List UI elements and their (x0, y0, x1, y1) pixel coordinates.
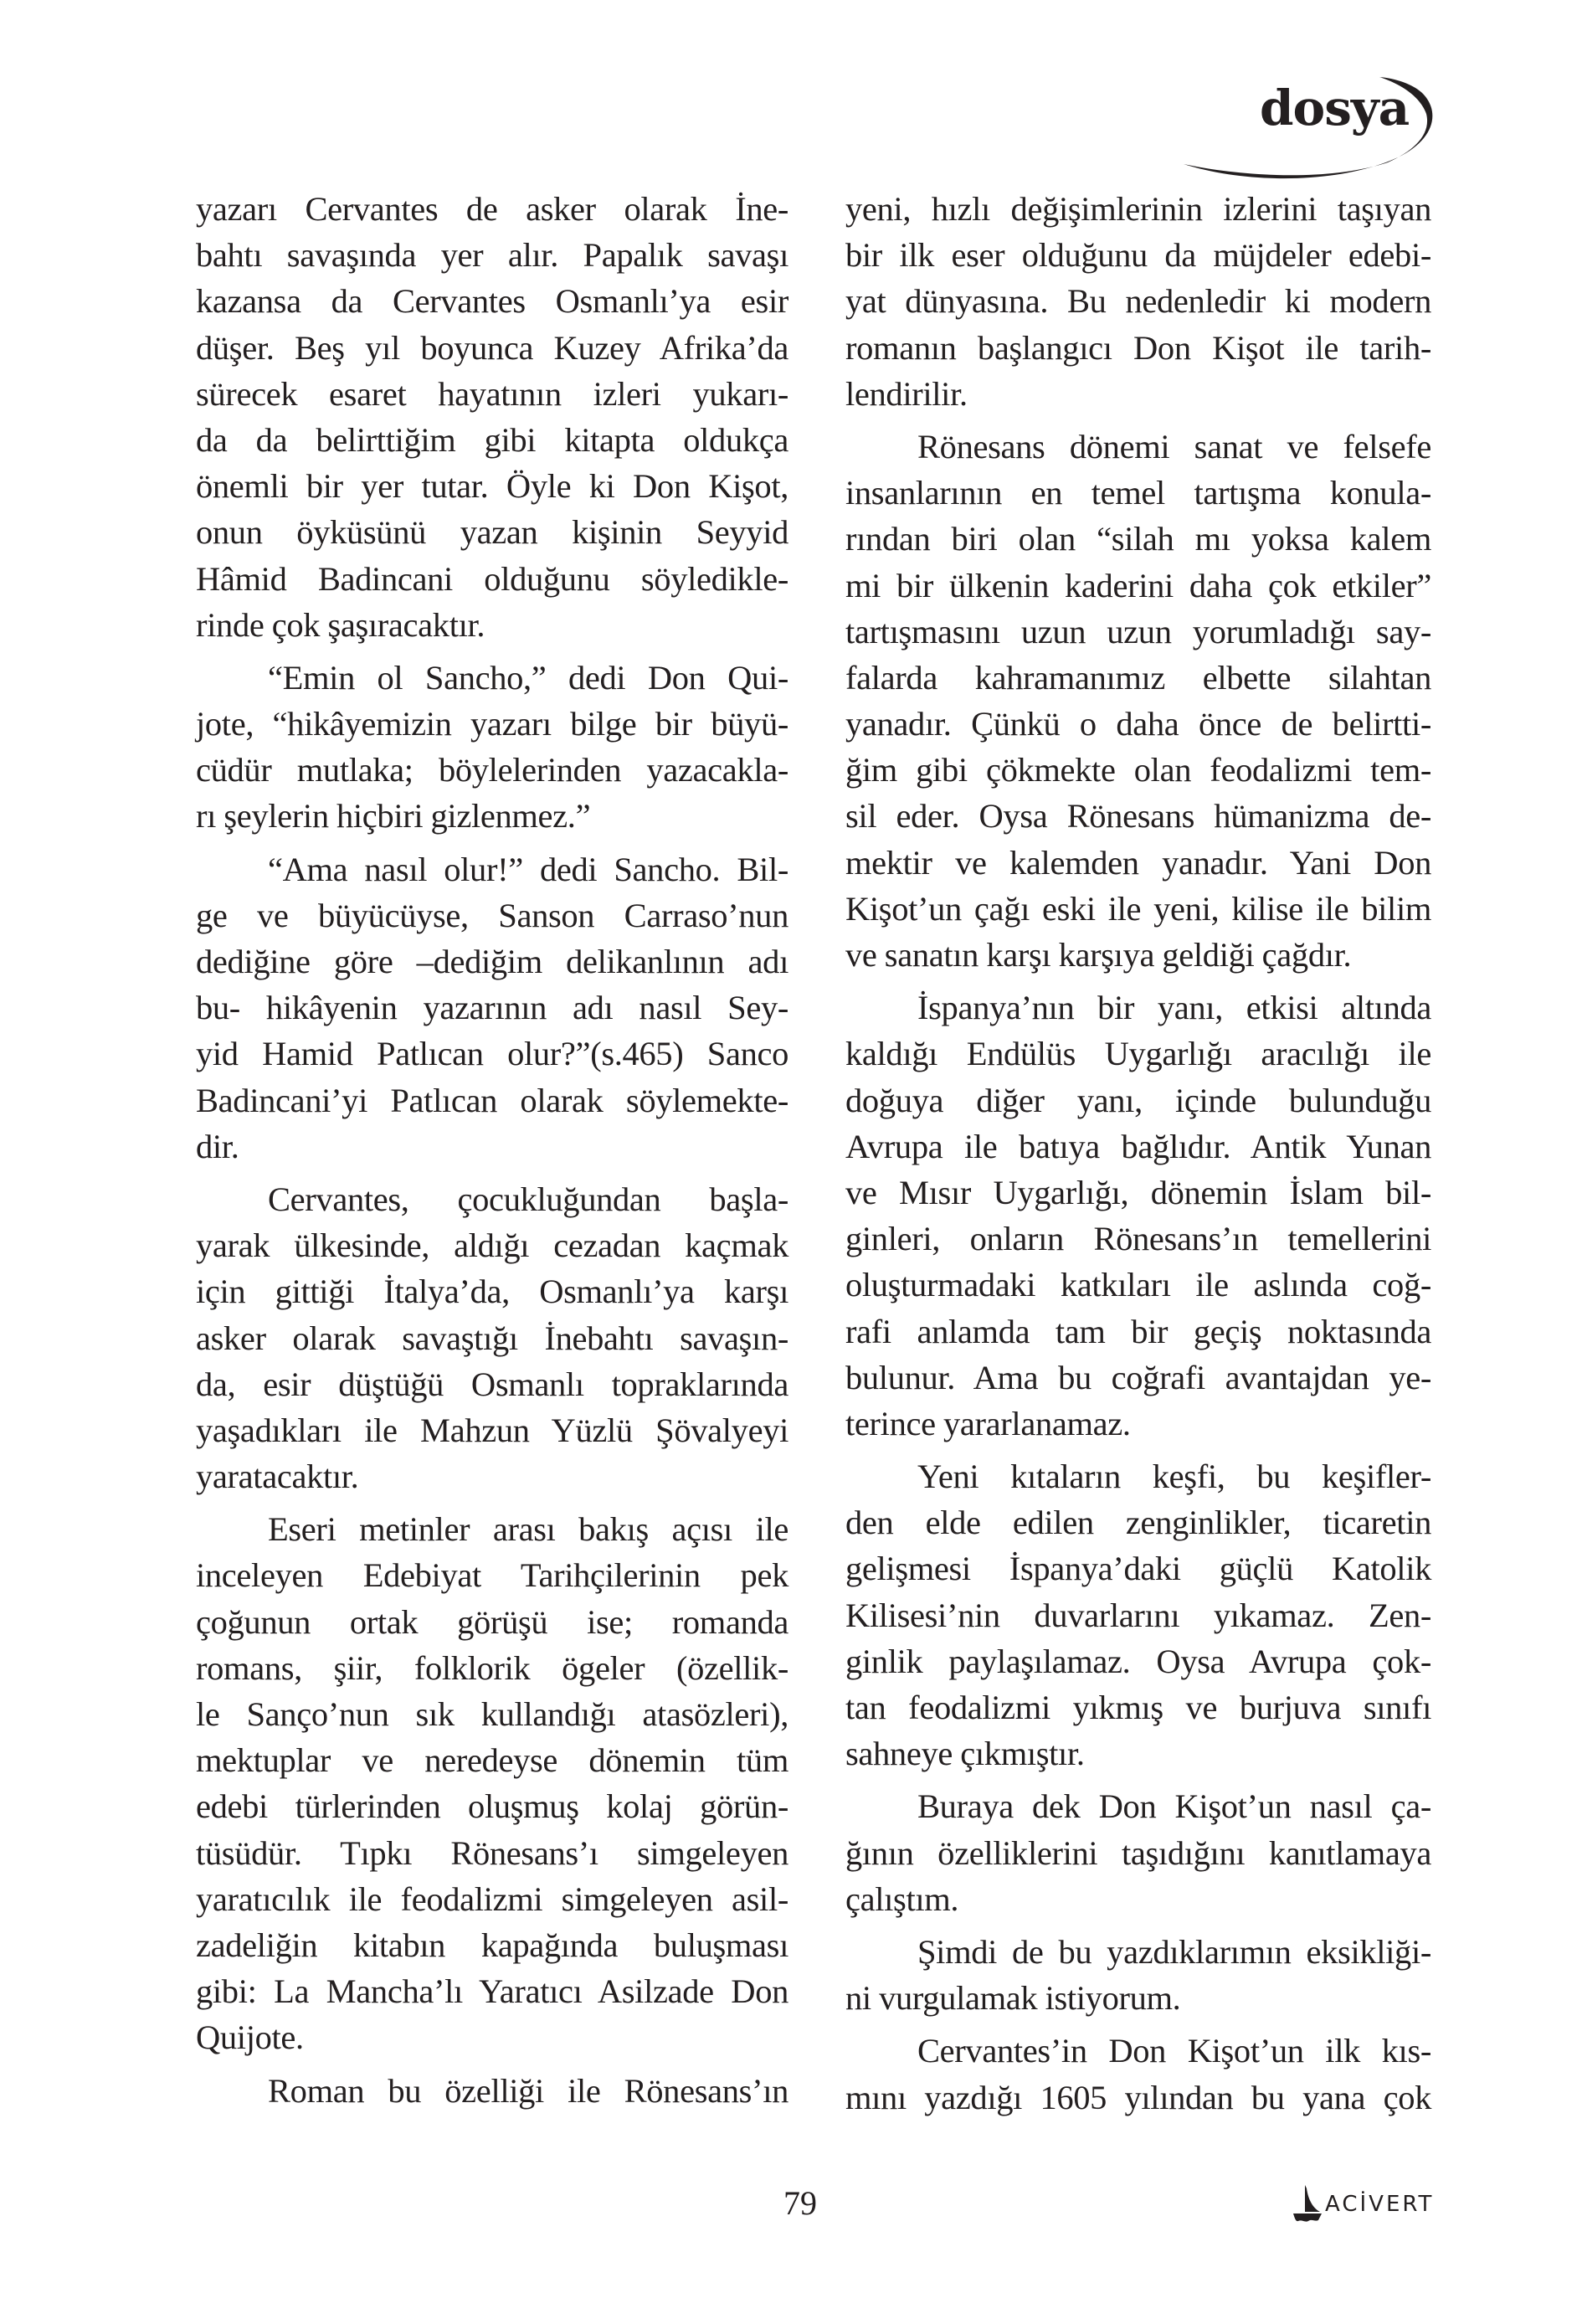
text-line: jote, “hikâyemizin yazarı bilge bir büyü- (196, 705, 788, 743)
paragraph (845, 186, 1431, 417)
text-line: Şimdi de bu yazdıklarımın eksikliği- (917, 1932, 1431, 1971)
text-line: sil eder. Oysa Rönesans hümanizma de- (845, 797, 1431, 836)
text-line: kazansa da Cervantes Osmanlı’ya esir (196, 282, 788, 321)
text-line: tüsüdür. Tıpkı Rönesans’ı simgeleyen (196, 1833, 788, 1872)
text-line: insanlarının en temel tartışma konula- (845, 474, 1431, 512)
text-line: yanadır. Çünkü o daha önce de belirtti- (845, 705, 1431, 743)
text-line: le Sanço’nun sık kullandığı atasözleri), (196, 1695, 788, 1733)
text-line: bir ilk eser olduğunu da müjdeler edebi- (845, 236, 1431, 275)
text-line: Buraya dek Don Kişot’un nasıl ça- (917, 1787, 1431, 1826)
text-line: ni vurgulamak istiyorum. (845, 1979, 1181, 2018)
section-header-logo (1172, 67, 1448, 193)
text-line: Cervantes, çocukluğundan başla- (268, 1180, 788, 1218)
section-label: dosya (1260, 80, 1410, 136)
page-number: 79 (783, 2184, 817, 2222)
text-line: mi bir ülkenin kaderini daha çok etkiler” (845, 566, 1431, 604)
text-line: Quijote. (196, 2018, 304, 2057)
text-line: dediğine göre –dediğim delikanlının adı (196, 943, 788, 980)
text-line: Kişot’un çağı eski ile yeni, kilise ile bilim (845, 889, 1431, 928)
text-line: çoğunun ortak görüşü ise; romanda (196, 1602, 788, 1641)
paragraph (845, 424, 1431, 978)
text-line: edebi türlerinden oluşmuş kolaj görün- (196, 1787, 788, 1826)
text-line: dir. (196, 1127, 239, 1165)
text-line: yid Hamid Patlıcan olur?”(s.465) Sanco (196, 1035, 788, 1073)
text-line: yeni, hızlı değişimlerinin izlerini taşıyan (845, 190, 1431, 228)
text-line: düşer. Beş yıl boyunca Kuzey Afrika’da (196, 328, 788, 367)
text-line: gelişmesi İspanya’daki güçlü Katolik (845, 1550, 1431, 1588)
text-line: romanın başlangıcı Don Kişot ile tarih- (845, 328, 1431, 367)
text-line: onun öyküsünü yazan kişinin Seyyid (196, 513, 788, 552)
text-line: den elde edilen zenginlikler, ticaretin (845, 1504, 1431, 1542)
text-line: yat dünyasına. Bu nedenledir ki modern (845, 282, 1431, 321)
text-line: yaşadıkları ile Mahzun Yüzlü Şövalyeyi (196, 1411, 788, 1449)
text-line: çalıştım. (845, 1879, 959, 1918)
text-line: falarda kahramanımız elbette silahtan (845, 658, 1431, 697)
paragraph (196, 655, 788, 840)
paragraph (845, 1783, 1431, 1922)
text-line: yaratıcılık ile feodalizmi simgeleyen asil- (196, 1879, 788, 1918)
text-line: da da belirttiğim gibi kitapta oldukça (196, 420, 788, 459)
text-line: “Emin ol Sancho,” dedi Don Qui- (268, 658, 788, 697)
publisher-name: ACİVERT (1325, 2192, 1435, 2217)
text-line: lendirilir. (845, 374, 968, 413)
paragraph (845, 1929, 1431, 2021)
text-line: yaratacaktır. (196, 1458, 359, 1496)
text-line: gibi: La Mancha’lı Yaratıcı Asilzade Don (196, 1972, 788, 2011)
text-line: ginleri, onların Rönesans’ın temellerini (845, 1220, 1431, 1258)
text-line: ve Mısır Uygarlığı, dönemin İslam bil- (845, 1173, 1431, 1211)
text-line: Rönesans dönemi sanat ve felsefe (917, 427, 1431, 465)
sailboat-icon (1293, 2185, 1323, 2224)
publisher-logo (1293, 2185, 1452, 2227)
text-line: sahneye çıkmıştır. (845, 1735, 1085, 1773)
text-line: Roman bu özelliği ile Rönesans’ın (268, 2071, 788, 2110)
text-line: yarak ülkesinde, aldığı cezadan kaçmak (196, 1226, 788, 1265)
text-line: ge ve büyücüyse, Sanson Carraso’nun (196, 896, 788, 934)
text-line: zadeliğin kitabın kapağında buluşması (196, 1926, 788, 1964)
text-line: mını yazdığı 1605 yılından bu yana çok (845, 2078, 1431, 2116)
text-line: mektuplar ve neredeyse dönemin tüm (196, 1741, 788, 1780)
text-line: rinde çok şaşıracaktır. (196, 605, 485, 644)
text-line: inceleyen Edebiyat Tarihçilerinin pek (196, 1556, 788, 1595)
paragraph (845, 1453, 1431, 1776)
text-line: için gittiği İtalya’da, Osmanlı’ya karşı (196, 1273, 788, 1311)
text-line: bulunur. Ama bu coğrafi avantajdan ye- (845, 1358, 1431, 1396)
text-line: Hâmid Badincani olduğunu söyledikle- (196, 559, 788, 598)
left-column (196, 186, 788, 2121)
paragraph (196, 846, 788, 1170)
text-line: önemli bir yer tutar. Öyle ki Don Kişot, (196, 467, 788, 506)
text-line: rı şeylerin hiçbiri gizlenmez.” (196, 797, 591, 836)
text-line: terince yararlanamaz. (845, 1404, 1131, 1442)
text-line: rından biri olan “silah mı yoksa kalem (845, 520, 1431, 558)
text-line: yazarı Cervantes de asker olarak İne- (196, 190, 788, 228)
paragraph (196, 1176, 788, 1499)
text-line: İspanya’nın bir yanı, etkisi altında (917, 989, 1431, 1027)
text-line: tan feodalizmi yıkmış ve burjuva sınıfı (845, 1689, 1431, 1726)
text-line: tartışmasını uzun uzun yorumladığı say- (845, 612, 1431, 650)
paragraph (845, 2028, 1431, 2120)
text-line: bu- hikâyenin yazarının adı nasıl Sey- (196, 989, 788, 1027)
text-line: kaldığı Endülüs Uygarlığı aracılığı ile (845, 1035, 1431, 1073)
paragraph (196, 2068, 788, 2114)
text-line: sürecek esaret hayatının izleri yukarı- (196, 374, 788, 413)
text-line: ve sanatın karşı karşıya geldiği çağdır. (845, 936, 1352, 974)
text-line: rafi anlamda tam bir geçiş noktasında (845, 1312, 1431, 1350)
text-line: ginlik paylaşılamaz. Oysa Avrupa çok- (845, 1642, 1431, 1680)
text-line: Badincani’yi Patlıcan olarak söylemekte- (196, 1081, 788, 1119)
text-line: bahtı savaşında yer alır. Papalık savaşı (196, 236, 788, 275)
text-line: asker olarak savaştığı İnebahtı savaşın- (196, 1319, 788, 1357)
text-line: Avrupa ile batıya bağlıdır. Antik Yunan (845, 1127, 1431, 1165)
text-line: Yeni kıtaların keşfi, bu keşifler- (917, 1458, 1431, 1496)
text-line: da, esir düştüğü Osmanlı topraklarında (196, 1365, 788, 1403)
text-line: cüdür mutlaka; böylelerinden yazacakla- (196, 751, 788, 789)
text-line: Kilisesi’nin duvarlarını yıkamaz. Zen- (845, 1596, 1431, 1634)
right-column (845, 186, 1431, 2127)
text-line: “Ama nasıl olur!” dedi Sancho. Bil- (268, 850, 788, 888)
paragraph (845, 985, 1431, 1447)
text-line: doğuya diğer yanı, içinde bulunduğu (845, 1081, 1431, 1119)
paragraph (196, 186, 788, 648)
text-line: ğının özelliklerini taşıdığını kanıtlamaya (845, 1833, 1431, 1872)
text-line: ğim gibi çökmekte olan feodalizmi tem- (845, 751, 1431, 789)
text-line: romans, şiir, folklorik ögeler (özellik- (196, 1648, 788, 1687)
text-line: oluşturmadaki katkıları ile aslında coğ- (845, 1266, 1431, 1304)
text-line: Eseri metinler arası bakış açısı ile (268, 1510, 788, 1549)
text-line: mektir ve kalemden yanadır. Yani Don (845, 843, 1431, 882)
text-line: Cervantes’in Don Kişot’un ilk kıs- (917, 2032, 1431, 2070)
paragraph (196, 1506, 788, 2060)
